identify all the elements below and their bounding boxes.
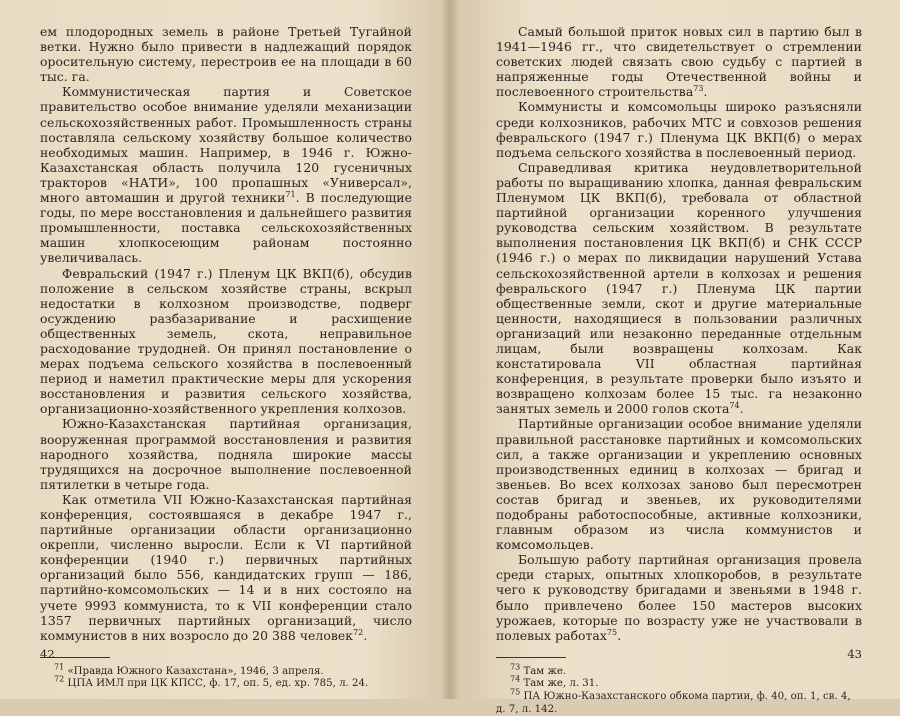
paragraph: Коммунисты и комсомольцы широко разъясняли среди колхозников, рабочих МТС и совхозов решения февральского (1947 г.) Пленума ЦК ВКП(б) о мерах подъема сельского хозяйства в послевоенный период. [496,99,862,160]
footnote-ref: 71 [285,189,296,199]
footnote-divider [496,657,566,658]
paragraph: Февральский (1947 г.) Пленум ЦК ВКП(б), обсудив положение в сельском хозяйстве страны, вскрыл недостатки в колхозном производстве, подверг осуждению разбазаривание и расхищение общественных земель, скота, неправильное расходование трудодней. Он принял постановление о мерах подъема сельского хозяйства в послевоенный период и наметил практические меры для ускорения восстановления и развития сельского хозяйства, организационно-хозяйственного укрепления колхозов. [40,265,412,417]
paragraph: Самый большой приток новых сил в партию был в 1941—1946 гг., что свидетельствует о стремлении советских людей связать свою судьбу с партией в напряженные годы Отечественной войны и послевоенного строительства$^{73}$. [496,24,862,100]
right-page-body [496,24,862,643]
paragraph: ем плодородных земель в районе Третьей Тугайной ветки. Нужно было привести в надлежащий порядок оросительную систему, перестроив ее на площади в 60 тыс. га. [40,24,412,85]
footnote: $^{71}$ «Правда Южного Казахстана», 1946, 3 апреля. [54,662,324,677]
footnote: $^{75}$ ПА Южно-Казахстанского обкома партии, ф. 40, оп. 1, св. 4, д. 7, л. 142. [496,687,851,715]
right-footnotes [496,662,862,716]
footnote-ref: 74 [729,401,740,411]
paragraph: Как отметила VII Южно-Казахстанская партийная конференция, состоявшаяся в декабре 1947 г., партийные организации области организационно окрепли, численно выросли. Если к VI партийной конференции (1940 г.) первичных партийных организаций было 556, кандидатских групп — 186, партийно-комсомольских — 14 и в них состояло на учете 9993 коммуниста, то к VII конференции стало 1357 первичных партийных организаций, число коммунистов в них возросло до 20 388 человек$^{72}$. [40,491,412,643]
paragraph: Большую работу партийная организация провела среди старых, опытных хлопкоробов, в результате чего к руководству бригадами и звеньями в 1948 г. было привлечено более 150 мастеров высоких урожаев, которые по возрасту уже не участвовали в полевых работах$^{75}$. [496,552,862,643]
left-page [0,0,450,699]
footnote: $^{74}$ Там же, л. 31. [510,675,599,690]
footnote-ref: 73 [693,84,704,94]
footnote-ref: 75 [606,627,618,637]
left-page-body [40,24,412,643]
footnote: $^{73}$ Там же. [510,662,567,677]
left-footnotes [40,662,412,691]
page-number: 43 [847,647,862,661]
right-page [450,0,900,715]
footnote-ref: 72 [353,627,364,637]
page-number: 42 [40,647,55,661]
paragraph: Справедливая критика неудовлетворительной работы по выращиванию хлопка, данная февральским Пленумом ЦК ВКП(б), требовала от областной партийной организации коренного улучшения руководства сельским хозяйством. В результате выполнения постановления ЦК ВКП(б) и СНК СССР (1946 г.) о мерах по ликвидации нарушений Устава сельскохозяйственной артели в колхозах и решения февральского (1947 г.) Пленума ЦК партии общественные земли, скот и другие материальные ценности, находящиеся в пользовании различных организаций или незаконно переданные отдельным лицам, были возвращены колхозам. Как констатировала VII областная партийная конференция, в результате проверки было изъято и возвращено колхозам более 15 тыс. га незаконно занятых земель и 2000 голов скота$^{74}$. [496,159,862,417]
paragraph: Партийные организации особое внимание уделяли правильной расстановке партийных и комсомольских сил, а также организации и укреплению основных производственных единиц в колхозах — бригад и звеньев. Во всех колхозах заново был пересмотрен состав бригад и звеньев, их руководителями подобраны работоспособные, активные колхозники, главным образом из числа коммунистов и комсомольцев. [496,416,862,553]
footnote: $^{72}$ ЦПА ИМЛ при ЦК КПСС, ф. 17, оп. 5, ед. хр. 785, л. 24. [54,675,369,690]
paragraph: Коммунистическая партия и Советское правительство особое внимание уделяли механизации сельскохозяйственных работ. Промышленность страны поставляла сельскому хозяйству большое количество необходимых машин. Например, в 1946 г. Южно-Казахстанская область получила 120 гусеничных тракторов «НАТИ», 100 пропашных «Универсал», много автомашин и другой техники$^{71}$. В последующие годы, по мере восстановления и дальнейшего развития промышленности, поставка сельскохозяйственных машин хлопкосеющим районам постоянно увеличивалась. [40,84,412,266]
paragraph: Южно-Казахстанская партийная организация, вооруженная программой восстановления и развития народного хозяйства, подняла широкие массы трудящихся на досрочное выполнение послевоенной пятилетки в четыре года. [40,416,412,492]
